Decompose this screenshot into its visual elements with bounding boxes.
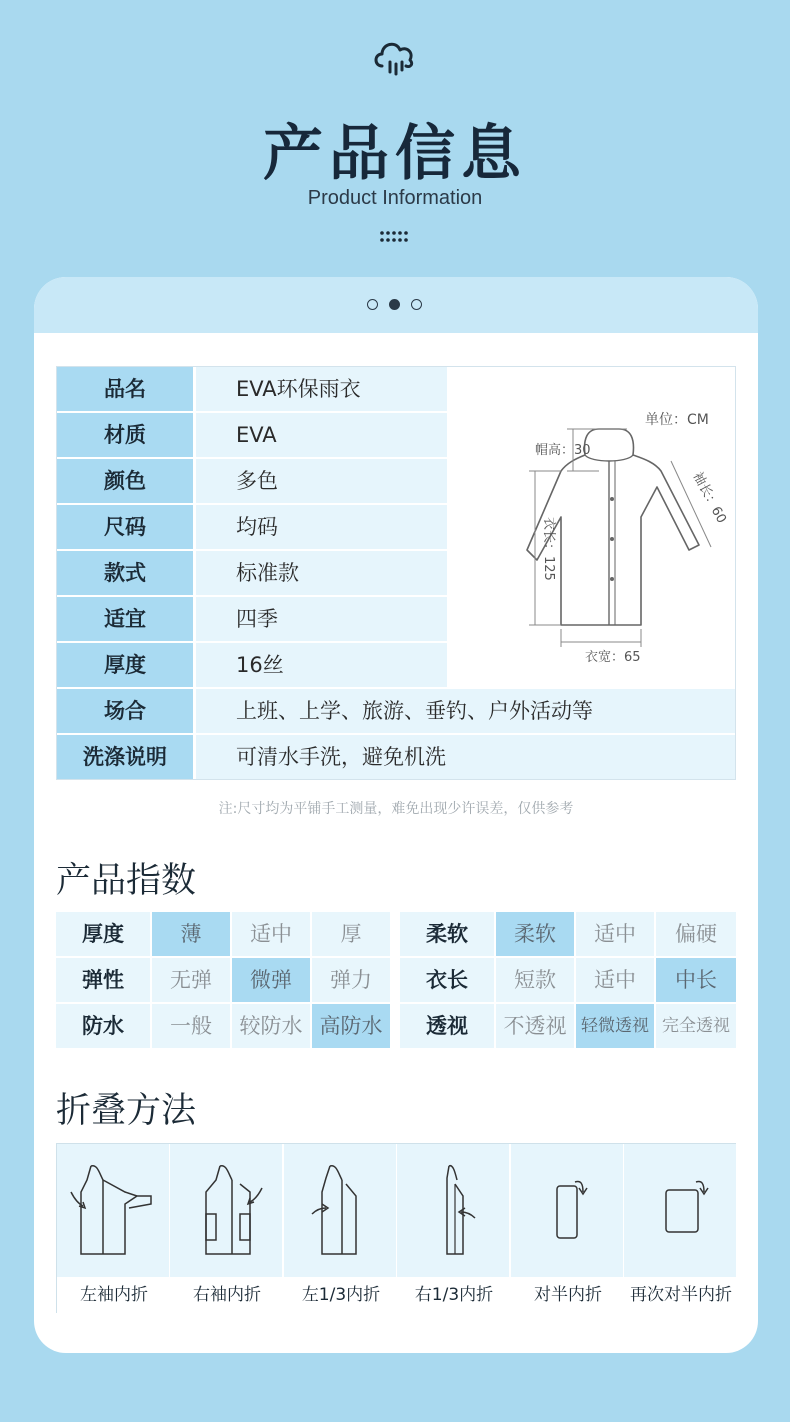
index-option: 偏硬 [656, 912, 736, 956]
index-section-title: 产品指数 [56, 861, 197, 901]
index-option: 弹力 [312, 958, 390, 1002]
info-row [57, 735, 735, 779]
half-fold-again-icon [624, 1144, 736, 1277]
info-key: 尺码 [57, 505, 193, 549]
index-option-selected: 轻微透视 [576, 1004, 654, 1048]
fold-step-illustration [170, 1144, 282, 1277]
info-key: 颜色 [57, 459, 193, 503]
fold-step [57, 1144, 169, 1314]
info-value: 可清水手洗，避免机洗 [196, 735, 735, 779]
info-value: 四季 [196, 597, 447, 641]
index-option: 较防水 [232, 1004, 310, 1048]
index-option: 适中 [232, 912, 310, 956]
dots-decoration-icon [378, 230, 412, 244]
fold-step-label: 右袖内折 [170, 1277, 284, 1313]
page-dot-active[interactable] [389, 299, 400, 310]
index-option-selected: 微弹 [232, 958, 310, 1002]
info-key: 洗涤说明 [57, 735, 193, 779]
page-title: 产品信息 [263, 119, 527, 189]
half-fold-icon [511, 1144, 623, 1277]
info-key: 品名 [57, 367, 193, 411]
index-key: 衣长 [400, 958, 494, 1002]
fold-step-illustration [624, 1144, 736, 1277]
fold-step [511, 1144, 623, 1314]
index-option: 完全透视 [656, 1004, 736, 1048]
info-value: 标准款 [196, 551, 447, 595]
hood-height-label: 帽高：30 [535, 443, 591, 458]
index-option: 不透视 [496, 1004, 574, 1048]
folding-steps [56, 1143, 736, 1313]
info-row [57, 459, 449, 503]
info-row [57, 643, 449, 687]
index-key: 透视 [400, 1004, 494, 1048]
fold-step-illustration [57, 1144, 169, 1277]
index-option: 厚 [312, 912, 390, 956]
page-subtitle: Product Information [307, 187, 483, 209]
index-key: 厚度 [56, 912, 150, 956]
fold-step-label: 右1/3内折 [397, 1277, 511, 1313]
index-key: 防水 [56, 1004, 150, 1048]
product-index-table [56, 912, 736, 1050]
width-label: 衣宽：65 [585, 650, 641, 665]
info-row [57, 551, 449, 595]
info-key: 材质 [57, 413, 193, 457]
fold-step-illustration [397, 1144, 509, 1277]
info-row [57, 413, 449, 457]
sleeve-label: 袖长：60 [689, 469, 729, 526]
info-key: 适宜 [57, 597, 193, 641]
info-value: EVA [196, 413, 447, 457]
info-value: 上班、上学、旅游、垂钓、户外活动等 [196, 689, 735, 733]
fold-step-illustration [284, 1144, 396, 1277]
fold-step-illustration [511, 1144, 623, 1277]
cloud-rain-icon [372, 38, 418, 78]
fold-section-title: 折叠方法 [56, 1091, 197, 1131]
info-value: 16丝 [196, 643, 447, 687]
page-dot[interactable] [411, 299, 422, 310]
page-indicator [367, 299, 427, 313]
info-key: 款式 [57, 551, 193, 595]
index-option: 适中 [576, 958, 654, 1002]
info-row [57, 689, 735, 733]
product-info-table [56, 366, 736, 780]
left-sleeve-fold-icon [57, 1144, 169, 1277]
fold-step-label: 左袖内折 [57, 1277, 171, 1313]
info-row [57, 367, 449, 411]
info-value: 多色 [196, 459, 447, 503]
card-header-band [34, 277, 758, 333]
length-label: 衣长：125 [541, 517, 556, 581]
index-option: 一般 [152, 1004, 230, 1048]
fold-step [170, 1144, 282, 1314]
fold-step [397, 1144, 509, 1314]
info-row [57, 597, 449, 641]
index-option-selected: 中长 [656, 958, 736, 1002]
right-sleeve-fold-icon [170, 1144, 282, 1277]
fold-step-label: 对半内折 [511, 1277, 625, 1313]
unit-label: 单位：CM [645, 412, 709, 428]
product-card [34, 277, 758, 1353]
info-value: 均码 [196, 505, 447, 549]
index-key: 柔软 [400, 912, 494, 956]
info-row [57, 505, 449, 549]
index-key: 弹性 [56, 958, 150, 1002]
index-option: 适中 [576, 912, 654, 956]
info-value: EVA环保雨衣 [196, 367, 447, 411]
raincoat-size-diagram [449, 367, 736, 687]
right-third-fold-icon [397, 1144, 509, 1277]
fold-step-label: 左1/3内折 [284, 1277, 398, 1313]
index-option: 短款 [496, 958, 574, 1002]
header [0, 0, 790, 270]
index-option-selected: 柔软 [496, 912, 574, 956]
info-key: 厚度 [57, 643, 193, 687]
fold-step-label: 再次对半内折 [624, 1277, 738, 1313]
raincoat-diagram-svg [449, 367, 736, 687]
index-option: 无弹 [152, 958, 230, 1002]
page-dot[interactable] [367, 299, 378, 310]
index-option-selected: 高防水 [312, 1004, 390, 1048]
info-key: 场合 [57, 689, 193, 733]
fold-step [284, 1144, 396, 1314]
index-option-selected: 薄 [152, 912, 230, 956]
left-third-fold-icon [284, 1144, 396, 1277]
fold-step [624, 1144, 736, 1314]
measurement-note: 注:尺寸均为平铺手工测量，难免出现少许误差，仅供参考 [218, 801, 574, 817]
